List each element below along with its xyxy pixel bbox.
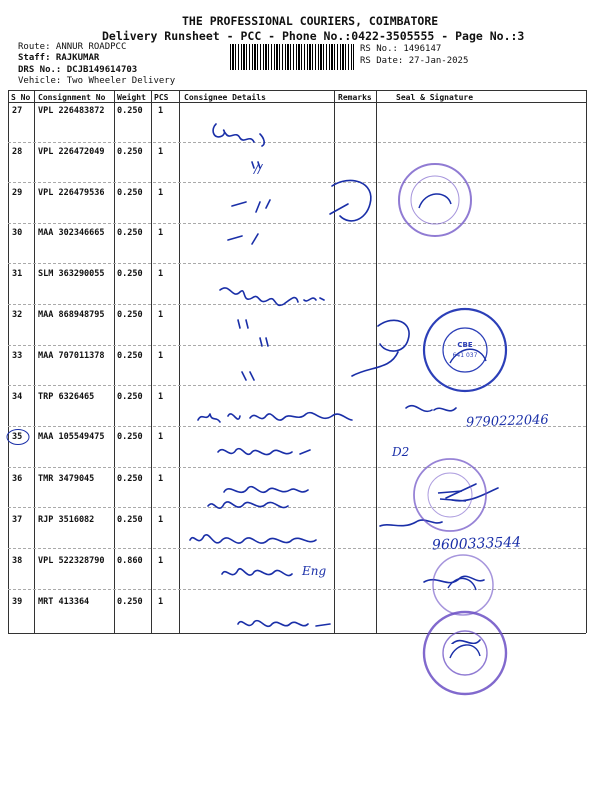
svg-text:641 037: 641 037 [452, 352, 478, 359]
handwritten-ditto: // [254, 162, 263, 176]
col-header-consignment: Consignment No [38, 93, 106, 102]
row-weight: 0.860 [117, 556, 143, 566]
row-sno: 32 [12, 310, 23, 320]
row-weight: 0.250 [117, 515, 143, 525]
row-consignment: VPL 226479536 [38, 188, 105, 198]
company-stamp-5 [420, 608, 510, 698]
handwritten-d2: D2 [392, 445, 410, 459]
row-pcs: 1 [158, 228, 164, 238]
row-pcs: 1 [158, 106, 164, 116]
col-header-seal: Seal & Signature [396, 93, 474, 102]
rs-date: RS Date: 27-Jan-2025 [360, 56, 469, 66]
row-consignment: MAA 302346665 [38, 228, 105, 238]
row-consignment: VPL 522328790 [38, 556, 105, 566]
company-stamp-3 [410, 455, 490, 535]
row-consignment: VPL 226472049 [38, 147, 105, 157]
row-sno: 39 [12, 597, 23, 607]
col-header-remarks: Remarks [338, 93, 372, 102]
row-weight: 0.250 [117, 228, 143, 238]
drs-number: DRS No.: DCJB149614703 [18, 65, 138, 75]
row-sno: 36 [12, 474, 23, 484]
handwritten-phone-1: 9790222046 [465, 412, 549, 431]
row-weight: 0.250 [117, 392, 143, 402]
row-sno: 27 [12, 106, 23, 116]
row-pcs: 1 [158, 351, 164, 361]
rs-number: RS No.: 1496147 [360, 44, 442, 54]
company-title: THE PROFESSIONAL COURIERS, COIMBATORE [182, 14, 439, 28]
row-weight: 0.250 [117, 188, 143, 198]
col-header-weight: Weight [117, 93, 146, 102]
row-pcs: 1 [158, 515, 164, 525]
svg-text:CBE: CBE [457, 341, 473, 349]
row-consignment: RJP 3516082 [38, 515, 95, 525]
route-label: Route: ANNUR ROADPCC [18, 42, 127, 52]
row-sno: 28 [12, 147, 23, 157]
row-pcs: 1 [158, 474, 164, 484]
row-sno: 37 [12, 515, 23, 525]
row-sno: 31 [12, 269, 23, 279]
row-sno: 29 [12, 188, 23, 198]
col-header-consignee: Consignee Details [184, 93, 266, 102]
staff-label: Staff: RAJKUMAR [18, 53, 100, 63]
barcode [230, 44, 354, 70]
row-pcs: 1 [158, 269, 164, 279]
row-consignment: SLM 363290055 [38, 269, 105, 279]
row-consignment: MAA 105549475 [38, 432, 105, 442]
row-pcs: 1 [158, 597, 164, 607]
vehicle-label: Vehicle: Two Wheeler Delivery [18, 76, 176, 86]
row-weight: 0.250 [117, 597, 143, 607]
handwritten-signatures [180, 104, 580, 644]
row-consignment: TMR 3479045 [38, 474, 95, 484]
row-sno: 35 [12, 432, 23, 442]
row-weight: 0.250 [117, 432, 143, 442]
company-stamp-2 [420, 305, 510, 395]
row-consignment: TRP 6326465 [38, 392, 95, 402]
handwritten-phone-2: 9600333544 [431, 534, 522, 554]
row-pcs: 1 [158, 556, 164, 566]
row-consignment: MRT 413364 [38, 597, 90, 607]
row-pcs: 1 [158, 432, 164, 442]
col-header-sno: S No [11, 93, 31, 102]
row-weight: 0.250 [117, 310, 143, 320]
row-pcs: 1 [158, 310, 164, 320]
handwritten-eng: Eng [302, 564, 327, 578]
row-weight: 0.250 [117, 351, 143, 361]
row-sno: 33 [12, 351, 23, 361]
row-sno: 34 [12, 392, 23, 402]
row-pcs: 1 [158, 392, 164, 402]
row-consignment: VPL 226483872 [38, 106, 105, 116]
company-stamp-1 [395, 160, 475, 240]
runsheet-subtitle: Delivery Runsheet - PCC - Phone No.:0422-3505555 - Page No.:3 [102, 29, 525, 43]
row-pcs: 1 [158, 188, 164, 198]
row-sno: 30 [12, 228, 23, 238]
row-weight: 0.250 [117, 474, 143, 484]
row-weight: 0.250 [117, 106, 143, 116]
row-consignment: MAA 868948795 [38, 310, 105, 320]
row-consignment: MAA 707011378 [38, 351, 105, 361]
row-weight: 0.250 [117, 147, 143, 157]
row-sno: 38 [12, 556, 23, 566]
col-header-pcs: PCS [154, 93, 169, 102]
row-weight: 0.250 [117, 269, 143, 279]
row-pcs: 1 [158, 147, 164, 157]
